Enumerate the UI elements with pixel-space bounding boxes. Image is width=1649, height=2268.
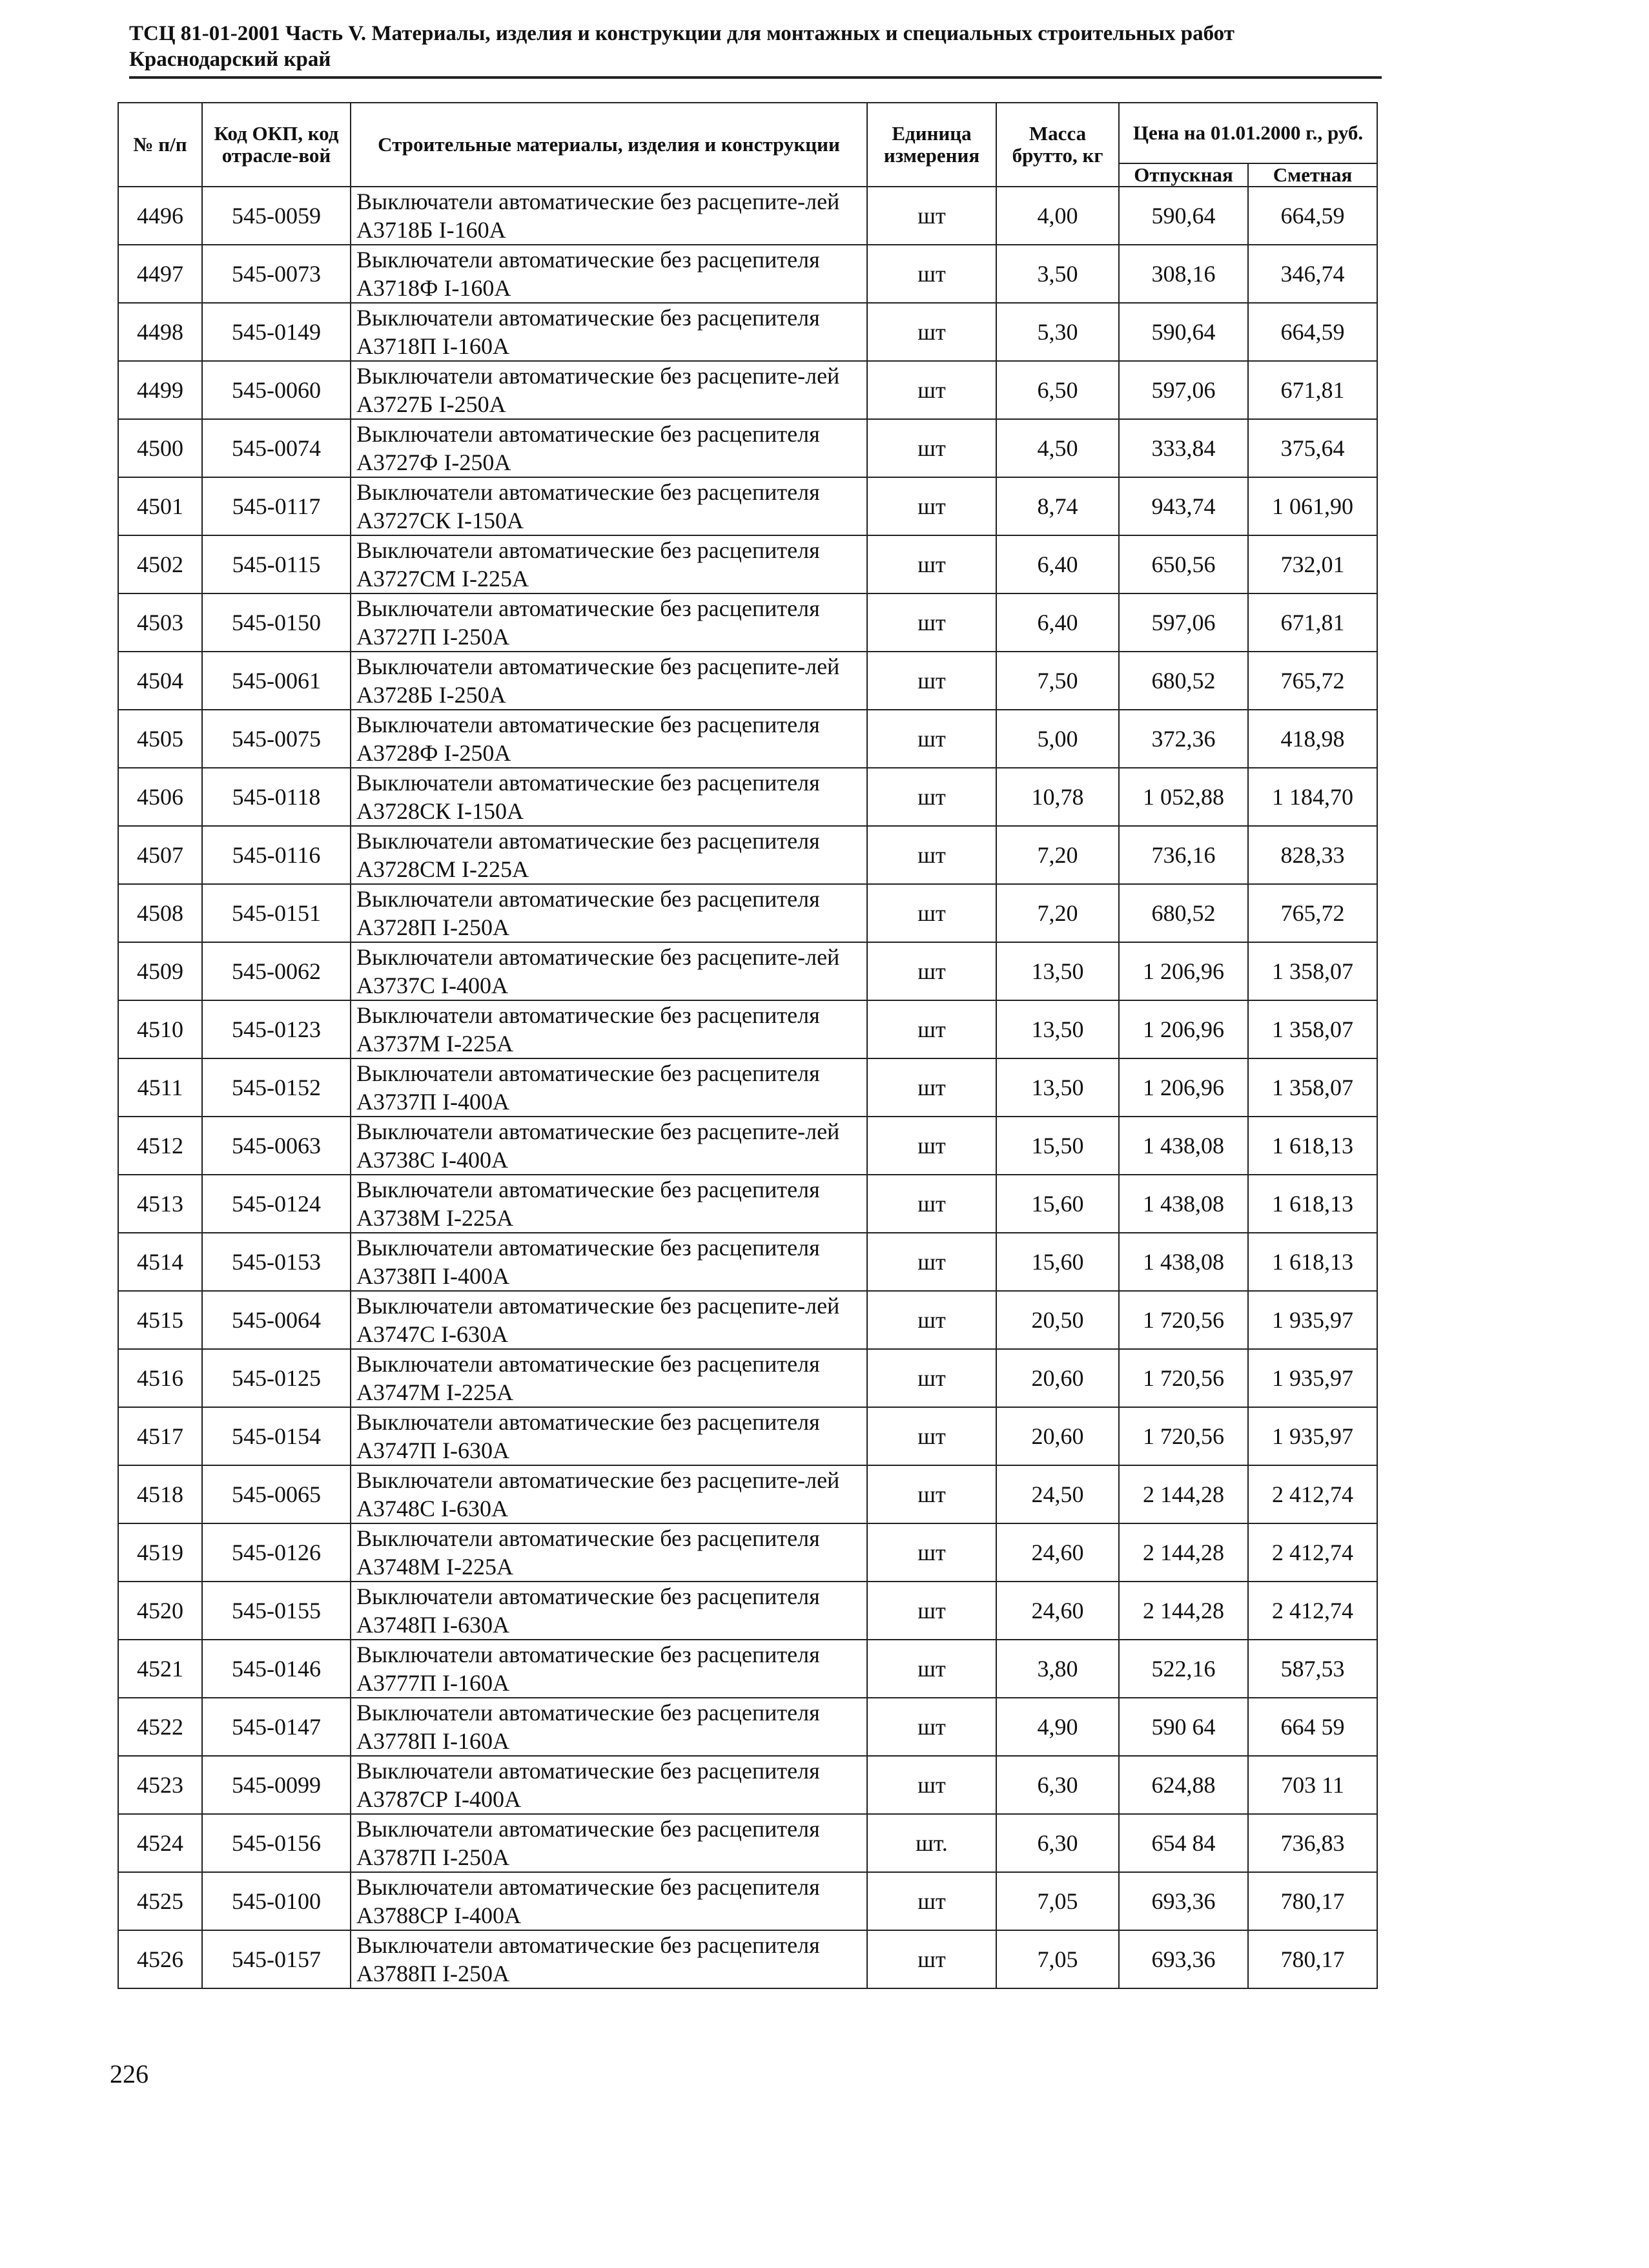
- table-row: [118, 1175, 1377, 1233]
- row-code: 545-0099: [202, 1756, 351, 1814]
- row-unit: шт: [867, 1407, 996, 1465]
- row-release-price: 597,06: [1119, 361, 1248, 419]
- row-unit: шт: [867, 1582, 996, 1640]
- table-row: [118, 187, 1377, 245]
- col-release-price-header: Отпускная: [1119, 163, 1248, 187]
- table-row: [118, 1756, 1377, 1814]
- row-unit: шт: [867, 419, 996, 477]
- table-row: [118, 245, 1377, 303]
- row-estimate-price: 2 412,74: [1248, 1523, 1377, 1582]
- row-number: 4522: [118, 1698, 202, 1756]
- table-row: [118, 477, 1377, 535]
- row-number: 4524: [118, 1814, 202, 1872]
- row-estimate-price: 375,64: [1248, 419, 1377, 477]
- row-number: 4501: [118, 477, 202, 535]
- row-unit: шт: [867, 1698, 996, 1756]
- row-release-price: 1 438,08: [1119, 1117, 1248, 1175]
- row-release-price: 1 720,56: [1119, 1349, 1248, 1407]
- table-row: [118, 535, 1377, 593]
- row-unit: шт: [867, 652, 996, 710]
- row-release-price: 1 052,88: [1119, 768, 1248, 826]
- row-estimate-price: 732,01: [1248, 535, 1377, 593]
- row-number: 4512: [118, 1117, 202, 1175]
- row-unit: шт: [867, 1930, 996, 1988]
- row-number: 4526: [118, 1930, 202, 1988]
- row-number: 4523: [118, 1756, 202, 1814]
- table-row: [118, 710, 1377, 768]
- row-mass: 3,50: [996, 245, 1119, 303]
- row-number: 4503: [118, 593, 202, 652]
- row-unit: шт: [867, 1000, 996, 1058]
- row-code: 545-0123: [202, 1000, 351, 1058]
- row-number: 4505: [118, 710, 202, 768]
- row-unit: шт: [867, 1233, 996, 1291]
- row-number: 4516: [118, 1349, 202, 1407]
- row-release-price: 597,06: [1119, 593, 1248, 652]
- row-estimate-price: 828,33: [1248, 826, 1377, 884]
- row-estimate-price: 664 59: [1248, 1698, 1377, 1756]
- row-mass: 15,60: [996, 1233, 1119, 1291]
- row-number: 4525: [118, 1872, 202, 1930]
- row-name: Выключатели автоматические без расцепителя А3777П I-160А: [351, 1640, 867, 1698]
- row-name: Выключатели автоматические без расцепите-лей А3748С I-630А: [351, 1465, 867, 1523]
- table-row: [118, 1872, 1377, 1930]
- row-number: 4509: [118, 942, 202, 1000]
- header-region: Краснодарский край: [129, 48, 331, 71]
- row-estimate-price: 418,98: [1248, 710, 1377, 768]
- row-estimate-price: 671,81: [1248, 593, 1377, 652]
- row-release-price: 1 206,96: [1119, 942, 1248, 1000]
- row-unit: шт: [867, 361, 996, 419]
- row-release-price: 1 720,56: [1119, 1291, 1248, 1349]
- row-name: Выключатели автоматические без расцепителя А3748П I-630А: [351, 1582, 867, 1640]
- row-code: 545-0150: [202, 593, 351, 652]
- table-row: [118, 1233, 1377, 1291]
- row-estimate-price: 664,59: [1248, 303, 1377, 361]
- table-row: [118, 652, 1377, 710]
- row-name: Выключатели автоматические без расцепителя А3728П I-250А: [351, 884, 867, 942]
- row-number: 4513: [118, 1175, 202, 1233]
- table-row: [118, 826, 1377, 884]
- row-number: 4518: [118, 1465, 202, 1523]
- row-release-price: 624,88: [1119, 1756, 1248, 1814]
- row-mass: 5,00: [996, 710, 1119, 768]
- row-unit: шт: [867, 535, 996, 593]
- row-estimate-price: 587,53: [1248, 1640, 1377, 1698]
- row-name: Выключатели автоматические без расцепите-лей А3747С I-630А: [351, 1291, 867, 1349]
- row-release-price: 1 720,56: [1119, 1407, 1248, 1465]
- row-name: Выключатели автоматические без расцепителя А3727СК I-150А: [351, 477, 867, 535]
- table-row: [118, 768, 1377, 826]
- row-number: 4496: [118, 187, 202, 245]
- table-header: [118, 103, 1377, 187]
- table-row: [118, 942, 1377, 1000]
- row-number: 4504: [118, 652, 202, 710]
- row-name: Выключатели автоматические без расцепителя А3788П I-250А: [351, 1930, 867, 1988]
- page-header: [129, 21, 1382, 79]
- table-row: [118, 1291, 1377, 1349]
- row-unit: шт: [867, 942, 996, 1000]
- row-unit: шт: [867, 884, 996, 942]
- row-code: 545-0065: [202, 1465, 351, 1523]
- table-row: [118, 1814, 1377, 1872]
- table-row: [118, 1698, 1377, 1756]
- col-mass-header: Масса брутто, кг: [996, 103, 1119, 187]
- row-number: 4506: [118, 768, 202, 826]
- row-code: 545-0147: [202, 1698, 351, 1756]
- row-estimate-price: 1 618,13: [1248, 1175, 1377, 1233]
- row-code: 545-0149: [202, 303, 351, 361]
- row-estimate-price: 2 412,74: [1248, 1465, 1377, 1523]
- row-mass: 7,20: [996, 826, 1119, 884]
- row-name: Выключатели автоматические без расцепителя А3787СР I-400А: [351, 1756, 867, 1814]
- row-estimate-price: 1 935,97: [1248, 1349, 1377, 1407]
- row-number: 4510: [118, 1000, 202, 1058]
- row-code: 545-0152: [202, 1058, 351, 1117]
- row-release-price: 333,84: [1119, 419, 1248, 477]
- row-name: Выключатели автоматические без расцепителя А3718П I-160А: [351, 303, 867, 361]
- row-number: 4520: [118, 1582, 202, 1640]
- row-mass: 4,90: [996, 1698, 1119, 1756]
- row-code: 545-0116: [202, 826, 351, 884]
- row-name: Выключатели автоматические без расцепителя А3738П I-400А: [351, 1233, 867, 1291]
- row-estimate-price: 1 358,07: [1248, 1000, 1377, 1058]
- row-release-price: 308,16: [1119, 245, 1248, 303]
- row-code: 545-0059: [202, 187, 351, 245]
- table-row: [118, 1117, 1377, 1175]
- row-unit: шт.: [867, 1814, 996, 1872]
- row-mass: 6,30: [996, 1814, 1119, 1872]
- row-release-price: 590,64: [1119, 187, 1248, 245]
- row-release-price: 693,36: [1119, 1872, 1248, 1930]
- row-name: Выключатели автоматические без расцепите-лей А3718Б I-160А: [351, 187, 867, 245]
- row-mass: 3,80: [996, 1640, 1119, 1698]
- row-code: 545-0060: [202, 361, 351, 419]
- row-mass: 8,74: [996, 477, 1119, 535]
- row-code: 545-0146: [202, 1640, 351, 1698]
- row-unit: шт: [867, 826, 996, 884]
- table-row: [118, 1058, 1377, 1117]
- row-estimate-price: 765,72: [1248, 884, 1377, 942]
- table-row: [118, 1465, 1377, 1523]
- row-estimate-price: 1 061,90: [1248, 477, 1377, 535]
- row-number: 4499: [118, 361, 202, 419]
- table-row: [118, 1930, 1377, 1988]
- row-release-price: 654 84: [1119, 1814, 1248, 1872]
- row-name: Выключатели автоматические без расцепителя А3728СК I-150А: [351, 768, 867, 826]
- row-release-price: 693,36: [1119, 1930, 1248, 1988]
- row-mass: 7,05: [996, 1930, 1119, 1988]
- row-code: 545-0073: [202, 245, 351, 303]
- row-release-price: 2 144,28: [1119, 1582, 1248, 1640]
- row-estimate-price: 1 618,13: [1248, 1117, 1377, 1175]
- row-unit: шт: [867, 1756, 996, 1814]
- table-row: [118, 1000, 1377, 1058]
- row-estimate-price: 1 618,13: [1248, 1233, 1377, 1291]
- row-mass: 13,50: [996, 942, 1119, 1000]
- row-estimate-price: 1 358,07: [1248, 942, 1377, 1000]
- row-estimate-price: 346,74: [1248, 245, 1377, 303]
- table-row: [118, 593, 1377, 652]
- row-number: 4514: [118, 1233, 202, 1291]
- row-code: 545-0125: [202, 1349, 351, 1407]
- col-num-header: № п/п: [118, 103, 202, 187]
- row-number: 4521: [118, 1640, 202, 1698]
- col-name-header: Строительные материалы, изделия и конструкции: [351, 103, 867, 187]
- row-estimate-price: 703 11: [1248, 1756, 1377, 1814]
- row-code: 545-0151: [202, 884, 351, 942]
- row-release-price: 372,36: [1119, 710, 1248, 768]
- row-release-price: 590,64: [1119, 303, 1248, 361]
- row-release-price: 650,56: [1119, 535, 1248, 593]
- row-unit: шт: [867, 1523, 996, 1582]
- row-name: Выключатели автоматические без расцепите-лей А3738С I-400А: [351, 1117, 867, 1175]
- row-name: Выключатели автоматические без расцепите-лей А3737С I-400А: [351, 942, 867, 1000]
- row-mass: 20,60: [996, 1349, 1119, 1407]
- row-code: 545-0157: [202, 1930, 351, 1988]
- row-unit: шт: [867, 1175, 996, 1233]
- row-number: 4517: [118, 1407, 202, 1465]
- row-mass: 15,50: [996, 1117, 1119, 1175]
- row-mass: 6,40: [996, 535, 1119, 593]
- row-code: 545-0075: [202, 710, 351, 768]
- row-estimate-price: 1 935,97: [1248, 1291, 1377, 1349]
- row-release-price: 1 438,08: [1119, 1233, 1248, 1291]
- row-number: 4500: [118, 419, 202, 477]
- row-code: 545-0100: [202, 1872, 351, 1930]
- table-row: [118, 884, 1377, 942]
- row-estimate-price: 1 358,07: [1248, 1058, 1377, 1117]
- row-name: Выключатели автоматические без расцепителя А3748М I-225А: [351, 1523, 867, 1582]
- price-table: [118, 102, 1378, 1989]
- row-mass: 6,50: [996, 361, 1119, 419]
- row-code: 545-0115: [202, 535, 351, 593]
- row-code: 545-0155: [202, 1582, 351, 1640]
- row-mass: 10,78: [996, 768, 1119, 826]
- row-release-price: 590 64: [1119, 1698, 1248, 1756]
- row-release-price: 1 206,96: [1119, 1058, 1248, 1117]
- row-estimate-price: 780,17: [1248, 1930, 1377, 1988]
- row-mass: 4,50: [996, 419, 1119, 477]
- row-release-price: 680,52: [1119, 652, 1248, 710]
- row-unit: шт: [867, 1640, 996, 1698]
- row-name: Выключатели автоматические без расцепителя А3788СР I-400А: [351, 1872, 867, 1930]
- row-code: 545-0154: [202, 1407, 351, 1465]
- row-number: 4502: [118, 535, 202, 593]
- table-row: [118, 303, 1377, 361]
- row-unit: шт: [867, 303, 996, 361]
- row-number: 4507: [118, 826, 202, 884]
- table-body: [118, 187, 1377, 1988]
- row-unit: шт: [867, 477, 996, 535]
- row-name: Выключатели автоматические без расцепите-лей А3728Б I-250А: [351, 652, 867, 710]
- row-unit: шт: [867, 1058, 996, 1117]
- row-name: Выключатели автоматические без расцепителя А3747П I-630А: [351, 1407, 867, 1465]
- row-mass: 6,40: [996, 593, 1119, 652]
- row-code: 545-0074: [202, 419, 351, 477]
- row-mass: 24,60: [996, 1523, 1119, 1582]
- table-row: [118, 1407, 1377, 1465]
- row-mass: 6,30: [996, 1756, 1119, 1814]
- row-name: Выключатели автоматические без расцепителя А3787П I-250А: [351, 1814, 867, 1872]
- row-name: Выключатели автоматические без расцепителя А3778П I-160А: [351, 1698, 867, 1756]
- row-name: Выключатели автоматические без расцепителя А3727Ф I-250А: [351, 419, 867, 477]
- row-name: Выключатели автоматические без расцепителя А3737П I-400А: [351, 1058, 867, 1117]
- row-name: Выключатели автоматические без расцепителя А3718Ф I-160А: [351, 245, 867, 303]
- page-number: 226: [110, 2059, 149, 2088]
- row-code: 545-0064: [202, 1291, 351, 1349]
- table-row: [118, 419, 1377, 477]
- row-name: Выключатели автоматические без расцепителя А3737М I-225А: [351, 1000, 867, 1058]
- row-number: 4519: [118, 1523, 202, 1582]
- row-mass: 5,30: [996, 303, 1119, 361]
- table-row: [118, 1582, 1377, 1640]
- row-unit: шт: [867, 1117, 996, 1175]
- row-mass: 24,50: [996, 1465, 1119, 1523]
- row-name: Выключатели автоматические без расцепителя А3727П I-250А: [351, 593, 867, 652]
- table-row: [118, 361, 1377, 419]
- col-code-header: Код ОКП, код отрасле-вой: [202, 103, 351, 187]
- row-name: Выключатели автоматические без расцепителя А3747М I-225А: [351, 1349, 867, 1407]
- row-unit: шт: [867, 710, 996, 768]
- row-release-price: 736,16: [1119, 826, 1248, 884]
- row-mass: 15,60: [996, 1175, 1119, 1233]
- row-number: 4497: [118, 245, 202, 303]
- row-release-price: 2 144,28: [1119, 1465, 1248, 1523]
- row-estimate-price: 765,72: [1248, 652, 1377, 710]
- row-estimate-price: 2 412,74: [1248, 1582, 1377, 1640]
- row-mass: 20,50: [996, 1291, 1119, 1349]
- row-unit: шт: [867, 1872, 996, 1930]
- row-release-price: 2 144,28: [1119, 1523, 1248, 1582]
- col-unit-header: Единица измерения: [867, 103, 996, 187]
- row-release-price: 943,74: [1119, 477, 1248, 535]
- row-mass: 7,20: [996, 884, 1119, 942]
- row-code: 545-0118: [202, 768, 351, 826]
- row-unit: шт: [867, 1465, 996, 1523]
- row-unit: шт: [867, 245, 996, 303]
- table-row: [118, 1640, 1377, 1698]
- row-name: Выключатели автоматические без расцепителя А3728СМ I-225А: [351, 826, 867, 884]
- row-name: Выключатели автоматические без расцепителя А3727СМ I-225А: [351, 535, 867, 593]
- row-estimate-price: 736,83: [1248, 1814, 1377, 1872]
- header-title: ТСЦ 81-01-2001 Часть V. Материалы, изделия и конструкции для монтажных и специальных строительных работ: [129, 22, 1234, 45]
- col-price-group-header: Цена на 01.01.2000 г., руб.: [1119, 103, 1377, 163]
- table-row: [118, 1349, 1377, 1407]
- row-number: 4508: [118, 884, 202, 942]
- row-mass: 24,60: [996, 1582, 1119, 1640]
- row-code: 545-0062: [202, 942, 351, 1000]
- row-release-price: 1 438,08: [1119, 1175, 1248, 1233]
- row-release-price: 680,52: [1119, 884, 1248, 942]
- row-release-price: 1 206,96: [1119, 1000, 1248, 1058]
- row-code: 545-0061: [202, 652, 351, 710]
- row-mass: 7,05: [996, 1872, 1119, 1930]
- row-mass: 4,00: [996, 187, 1119, 245]
- row-code: 545-0124: [202, 1175, 351, 1233]
- row-number: 4515: [118, 1291, 202, 1349]
- col-estimate-price-header: Сметная: [1248, 163, 1377, 187]
- row-mass: 13,50: [996, 1000, 1119, 1058]
- row-code: 545-0156: [202, 1814, 351, 1872]
- row-unit: шт: [867, 593, 996, 652]
- row-unit: шт: [867, 1291, 996, 1349]
- row-estimate-price: 664,59: [1248, 187, 1377, 245]
- row-number: 4511: [118, 1058, 202, 1117]
- row-mass: 7,50: [996, 652, 1119, 710]
- row-release-price: 522,16: [1119, 1640, 1248, 1698]
- row-name: Выключатели автоматические без расцепителя А3738М I-225А: [351, 1175, 867, 1233]
- row-code: 545-0126: [202, 1523, 351, 1582]
- row-name: Выключатели автоматические без расцепите-лей А3727Б I-250А: [351, 361, 867, 419]
- row-mass: 13,50: [996, 1058, 1119, 1117]
- row-estimate-price: 1 184,70: [1248, 768, 1377, 826]
- row-mass: 20,60: [996, 1407, 1119, 1465]
- row-estimate-price: 1 935,97: [1248, 1407, 1377, 1465]
- row-unit: шт: [867, 187, 996, 245]
- row-estimate-price: 671,81: [1248, 361, 1377, 419]
- row-unit: шт: [867, 1349, 996, 1407]
- row-name: Выключатели автоматические без расцепителя А3728Ф I-250А: [351, 710, 867, 768]
- row-number: 4498: [118, 303, 202, 361]
- row-estimate-price: 780,17: [1248, 1872, 1377, 1930]
- row-code: 545-0153: [202, 1233, 351, 1291]
- header-rule: [129, 76, 1382, 79]
- row-unit: шт: [867, 768, 996, 826]
- row-code: 545-0063: [202, 1117, 351, 1175]
- row-code: 545-0117: [202, 477, 351, 535]
- table-row: [118, 1523, 1377, 1582]
